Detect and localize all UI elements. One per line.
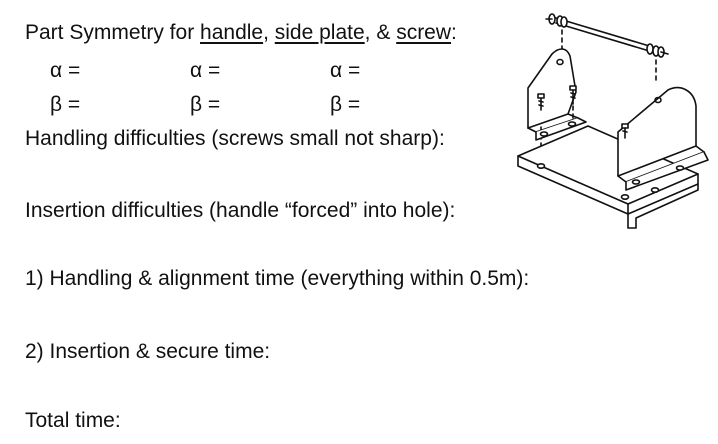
handling-difficulties: Handling difficulties (screws small not sharp): <box>25 127 445 150</box>
beta-side-plate: β = <box>190 93 221 116</box>
beta-screw: β = <box>330 93 361 116</box>
part-handle: handle <box>200 21 264 44</box>
header-sep-1: , <box>263 21 275 44</box>
header-suffix: : <box>451 21 457 44</box>
header-line <box>25 21 457 45</box>
left-side-plate <box>528 49 586 140</box>
alpha-handle: α = <box>50 59 81 82</box>
header-sep-2: , & <box>364 21 397 44</box>
beta-handle: β = <box>50 93 81 116</box>
insertion-difficulties: Insertion difficulties (handle “forced” into hole): <box>25 199 456 222</box>
insertion-secure-time: 2) Insertion & secure time: <box>25 340 271 363</box>
alpha-side-plate: α = <box>190 59 221 82</box>
alpha-screw: α = <box>330 59 361 82</box>
header-prefix: Part Symmetry for <box>25 21 201 44</box>
part-side-plate: side plate <box>274 21 365 44</box>
assembly-illustration <box>508 6 714 232</box>
part-screw: screw <box>396 21 452 44</box>
total-time: Total time: <box>25 409 121 432</box>
handling-alignment-time: 1) Handling & alignment time (everything within 0.5m): <box>25 267 530 290</box>
